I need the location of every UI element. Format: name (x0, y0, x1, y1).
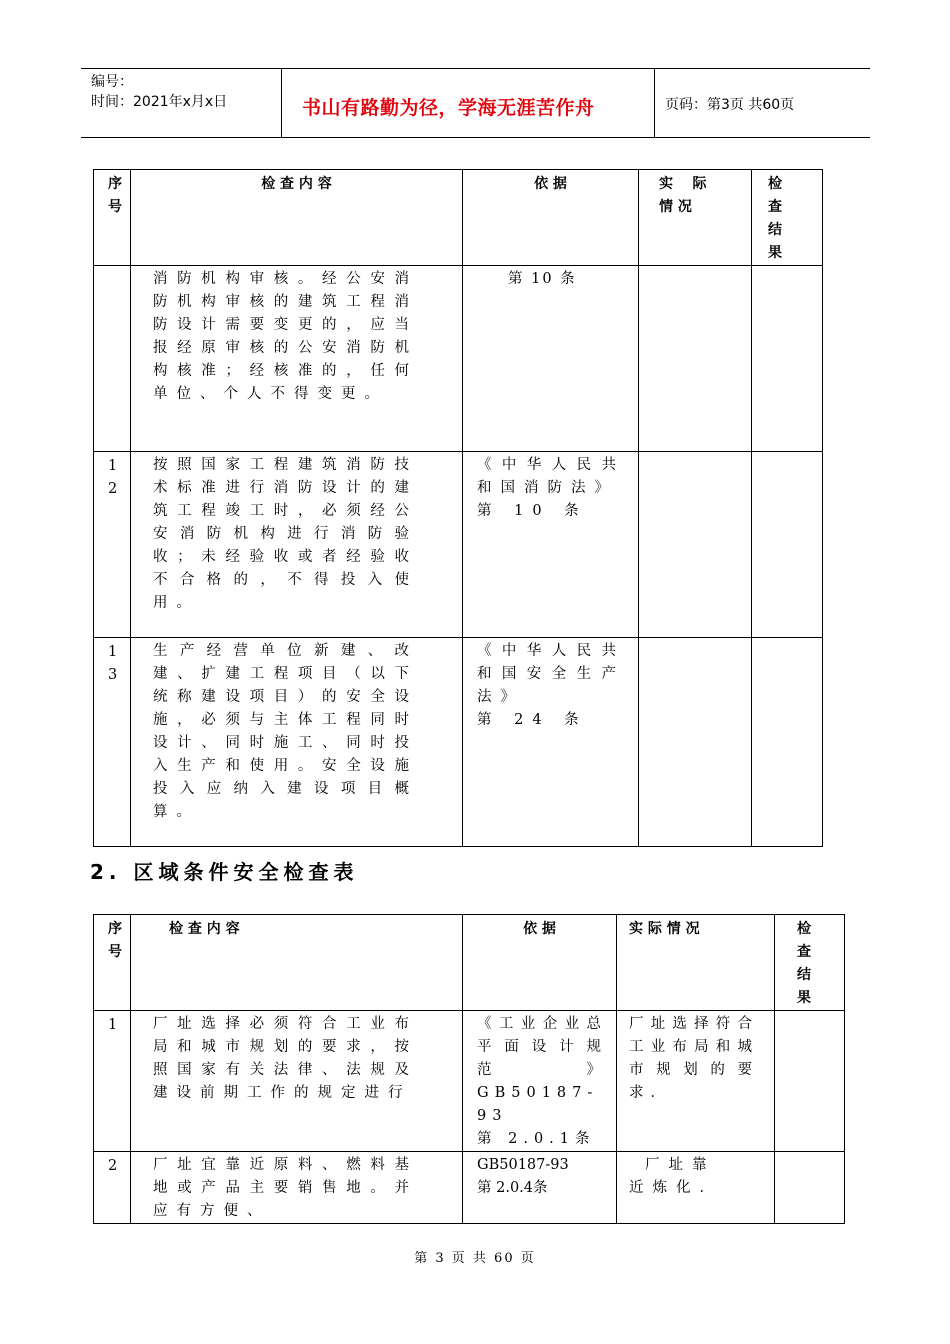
table-row (94, 1152, 845, 1224)
header-meta (81, 69, 282, 137)
row-actual (639, 638, 752, 847)
table-row (94, 638, 823, 847)
row-basis: 《中华人民共和国消防法》 第 10 条 (477, 457, 625, 519)
row-content: 生产经营单位新建、改建、扩建工程项目（以下统称建设项目）的安全设施，必须与主体工程同时设计、同时施工、同时投入生产和使用。安全设施投入应纳入建设项目概算。 (153, 643, 418, 820)
table-row (94, 266, 823, 452)
row-basis: GB50187-93 第 2.0.4条 (463, 1152, 617, 1224)
row-actual-cell (617, 1011, 775, 1152)
row-basis: 《中华人民共和国安全生产法》 第 24 条 (477, 643, 625, 728)
header-seq: 序 号 (108, 921, 122, 960)
row-actual (639, 452, 752, 638)
row-actual: 厂址选择符合工业布局和城市规划的要求． (629, 1016, 759, 1101)
header-actual: 实 际 情 况 (639, 170, 752, 266)
row-content-cell (131, 452, 463, 638)
row-seq: 1 (94, 1011, 131, 1152)
header-seq: 序 号 (94, 170, 131, 266)
header-motto: 书山有路勤为径，学海无涯苦作舟 (302, 97, 595, 119)
row-seq: 12 (108, 458, 118, 497)
row-basis: 《工业企业总平面设计规范》GB50187-93 第 2.0.1条 (477, 1016, 607, 1147)
table-row (94, 1011, 845, 1152)
row-content-cell (131, 638, 463, 847)
row-basis-cell (463, 1011, 617, 1152)
row-actual-cell (617, 1152, 775, 1224)
row-basis: 第 10 条 (463, 266, 639, 452)
row-result (775, 1011, 845, 1152)
row-result (752, 638, 823, 847)
page-footer: 第 3 页 共 60 页 (414, 1251, 536, 1266)
document-date: 时间：2021年x月x日 (91, 94, 228, 110)
row-content-cell (131, 266, 463, 452)
page-info: 页码：第3页 共60页 (665, 97, 795, 113)
row-seq: 2 (94, 1152, 131, 1224)
header-actual: 实 际 情 况 (617, 915, 775, 1011)
row-result (775, 1152, 845, 1224)
header-basis: 依 据 (463, 915, 617, 1011)
header-motto-cell (282, 69, 655, 137)
page-header (81, 68, 870, 138)
row-seq-cell (94, 638, 131, 847)
header-result: 检 查 结 果 (752, 170, 823, 266)
inspection-table-1 (93, 169, 823, 847)
row-content-cell (131, 1152, 463, 1224)
row-result (752, 266, 823, 452)
header-basis: 依 据 (463, 170, 639, 266)
row-actual: 厂址靠近炼化． (629, 1157, 723, 1196)
header-seq-cell (94, 915, 131, 1011)
row-basis-cell (463, 452, 639, 638)
inspection-table-2 (93, 914, 845, 1224)
document-number-label: 编号： (91, 74, 133, 90)
row-actual (639, 266, 752, 452)
row-content: 按照国家工程建筑消防技术标准进行消防设计的建筑工程竣工时，必须经公安消防机构进行消防验收；未经验收或者经验收不合格的，不得投入使用。 (153, 457, 418, 611)
table-row (94, 452, 823, 638)
row-basis-cell (463, 638, 639, 847)
row-content: 厂址宜靠近原料、燃料基地或产品主要销售地。并应有方便、 (153, 1157, 418, 1219)
header-content: 检 查 内 容 (131, 170, 463, 266)
row-seq: 13 (108, 644, 118, 683)
row-seq-cell (94, 452, 131, 638)
header-result: 检 查 结 果 (775, 915, 845, 1011)
row-content-cell (131, 1011, 463, 1152)
row-content: 厂址选择必须符合工业布局和城市规划的要求，按照国家有关法律、法规及建设前期工作的规定进行 (153, 1016, 418, 1101)
table-header-row (94, 170, 823, 266)
header-content: 检 查 内 容 (131, 915, 463, 1011)
row-seq (94, 266, 131, 452)
section-title: 2. 区域条件安全检查表 (90, 860, 359, 884)
row-content: 消防机构审核。经公安消防机构审核的建筑工程消防设计需要变更的，应当报经原审核的公安消防机构核准；经核准的，任何单位、个人不得变更。 (153, 271, 418, 402)
table-header-row (94, 915, 845, 1011)
row-result (752, 452, 823, 638)
